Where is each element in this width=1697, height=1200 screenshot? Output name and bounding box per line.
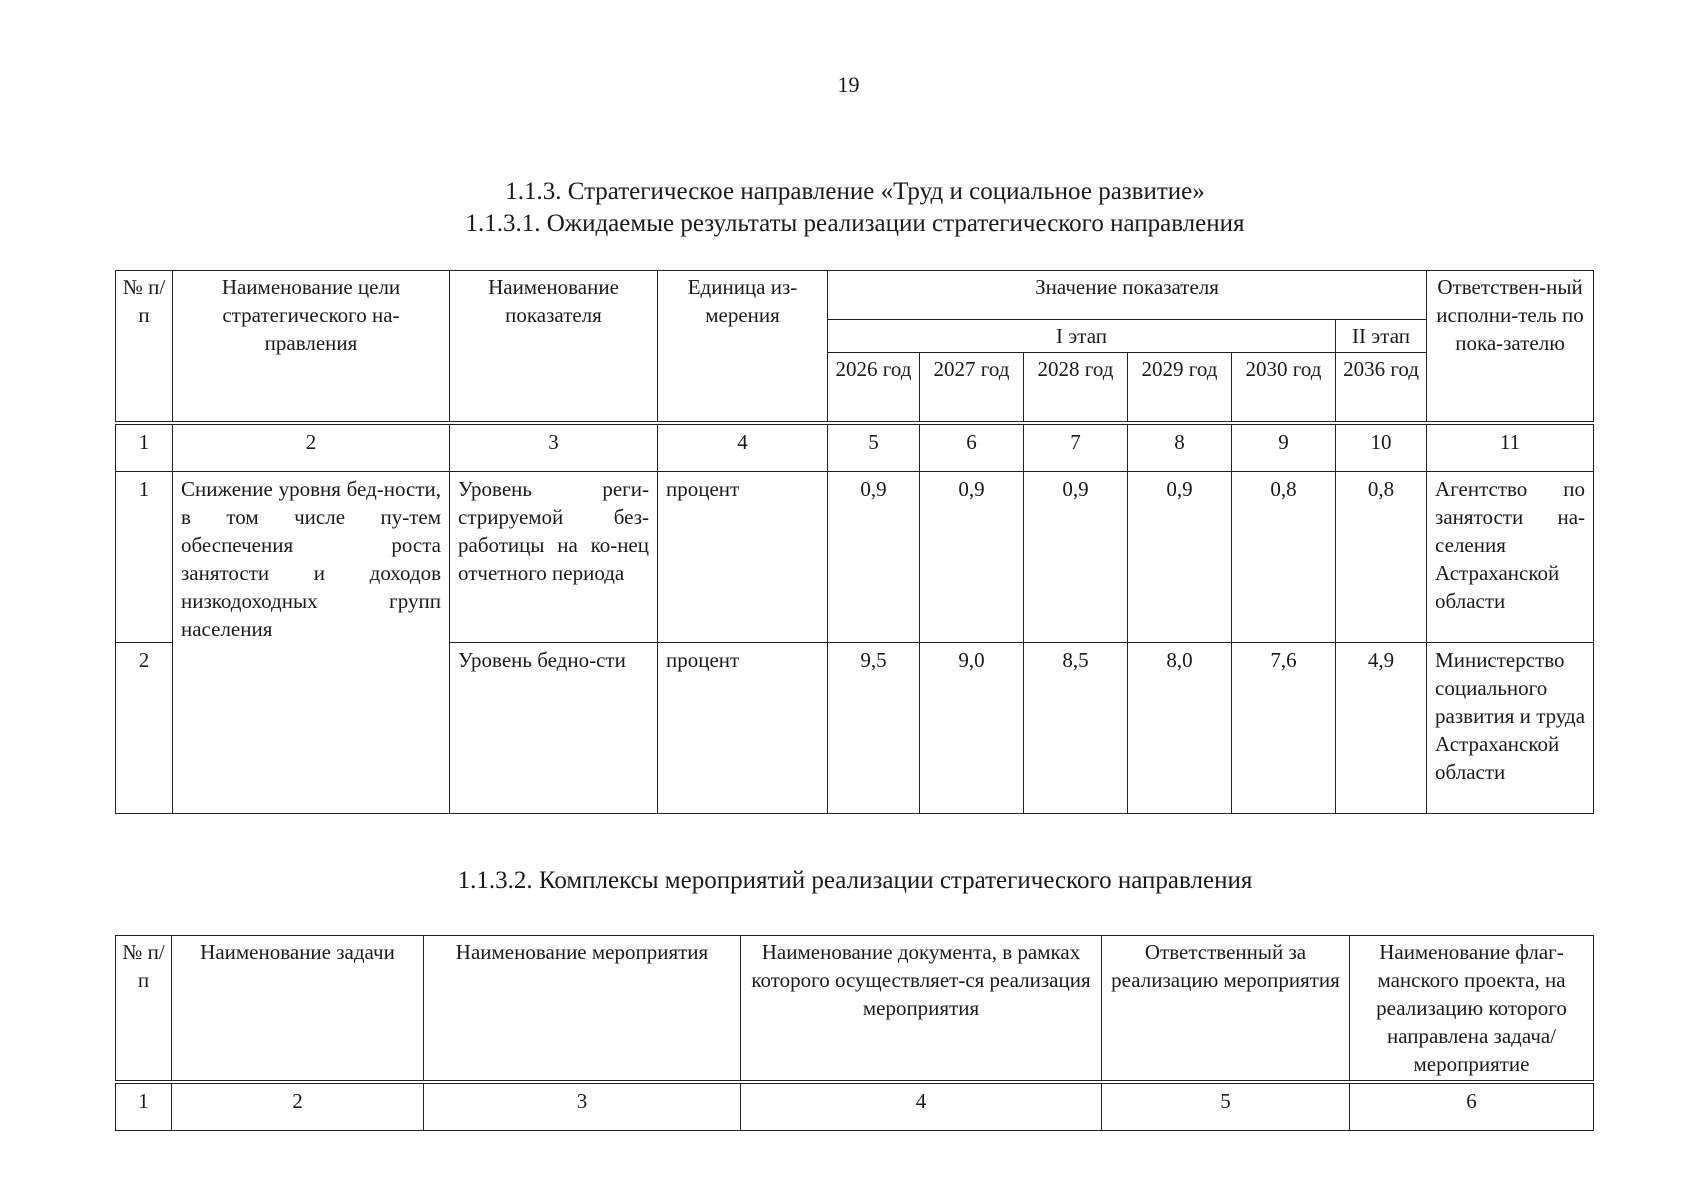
value-cell: 7,6 [1232,643,1336,814]
header-task: Наименование задачи [172,936,424,1083]
header-year: 2036 год [1336,353,1427,424]
col-number: 6 [1350,1082,1594,1131]
header-year: 2026 год [828,353,920,424]
col-number: 4 [741,1082,1102,1131]
table-row [116,472,1594,643]
unit-cell: процент [658,472,828,643]
value-cell: 0,8 [1232,472,1336,643]
subsection-2-title: 1.1.3.2. Комплексы мероприятий реализации стратегического направления [457,867,1253,894]
indicator-cell: Уровень реги-стрируемой без-работицы на ко-нец отчетного периода [450,472,658,643]
header-value: Значение показателя [828,271,1427,320]
header-indicator: Наименование показателя [450,271,658,424]
header-year: 2028 год [1024,353,1128,424]
header-year: 2027 год [920,353,1024,424]
col-number: 3 [424,1082,741,1131]
responsible-cell: Министерство социального развития и труда Астраханской области [1427,643,1594,814]
table1-header-row [116,271,1594,320]
col-number: 11 [1427,423,1594,472]
value-cell: 0,9 [1128,472,1232,643]
value-cell: 9,5 [828,643,920,814]
header-year: 2030 год [1232,353,1336,424]
header-goal: Наименование цели стратегического на-правления [173,271,450,424]
value-cell: 8,5 [1024,643,1128,814]
col-number: 10 [1336,423,1427,472]
col-number: 9 [1232,423,1336,472]
header-unit: Единица из-мерения [658,271,828,424]
indicator-cell: Уровень бедно-сти [450,643,658,814]
header-year: 2029 год [1128,353,1232,424]
header-stage-1: I этап [828,320,1336,353]
header-num: № п/п [116,936,172,1083]
col-number: 2 [172,1082,424,1131]
col-number: 6 [920,423,1024,472]
row-num: 2 [116,643,173,814]
page-number: 19 [837,72,860,97]
col-number: 1 [116,1082,172,1131]
value-cell: 0,9 [920,472,1024,643]
col-number: 3 [450,423,658,472]
value-cell: 0,9 [1024,472,1128,643]
goal-cell: Снижение уровня бед-ности, в том числе пу-тем обеспечения роста занятости и доходов низкодоходных групп населения [173,472,450,814]
responsible-cell: Агентство по занятости на-селения Астраханской области [1427,472,1594,643]
header-event: Наименование мероприятия [424,936,741,1083]
row-num: 1 [116,472,173,643]
unit-cell: процент [658,643,828,814]
col-number: 2 [173,423,450,472]
value-cell: 4,9 [1336,643,1427,814]
col-number: 5 [828,423,920,472]
header-stage-2: II этап [1336,320,1427,353]
header-document: Наименование документа, в рамках которого осуществляет-ся реализация мероприятия [741,936,1102,1083]
header-responsible: Ответствен-ный исполни-тель по пока-зателю [1427,271,1594,424]
col-number: 1 [116,423,173,472]
expected-results-table [115,270,1594,814]
header-flagship: Наименование флаг-манского проекта, на реализацию которого направлена задача/мероприятие [1350,936,1594,1083]
col-number: 7 [1024,423,1128,472]
value-cell: 0,9 [828,472,920,643]
header-responsible: Ответственный за реализацию мероприятия [1102,936,1350,1083]
table1-column-numbers [116,423,1594,472]
table2-column-numbers [116,1082,1594,1131]
section-title: 1.1.3. Стратегическое направление «Труд и социальное развитие» [505,178,1205,205]
col-number: 8 [1128,423,1232,472]
activities-table [115,935,1594,1131]
col-number: 4 [658,423,828,472]
header-num: № п/п [116,271,173,424]
table2-header-row [116,936,1594,1083]
value-cell: 8,0 [1128,643,1232,814]
col-number: 5 [1102,1082,1350,1131]
value-cell: 9,0 [920,643,1024,814]
value-cell: 0,8 [1336,472,1427,643]
subsection-1-title: 1.1.3.1. Ожидаемые результаты реализации стратегического направления [465,210,1245,237]
